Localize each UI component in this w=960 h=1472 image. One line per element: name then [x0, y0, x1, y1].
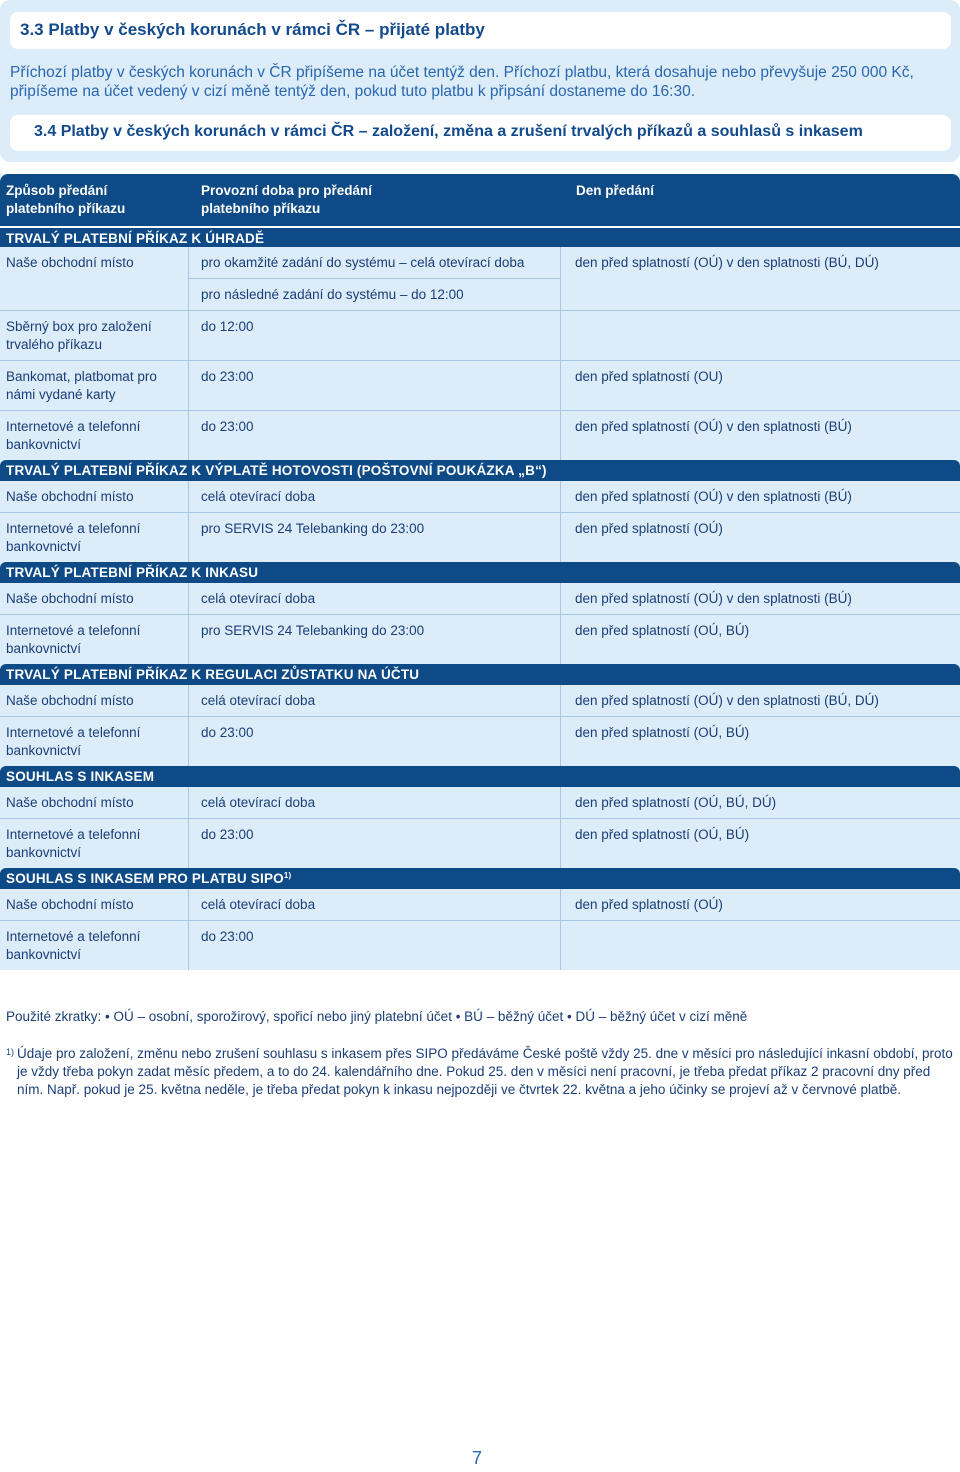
table-row [0, 717, 960, 766]
footnote-ref: 1) [283, 871, 292, 880]
day-cell: den před splatností (OÚ) [575, 897, 723, 912]
table-row [0, 819, 960, 868]
day-cell: den před splatností (OU) [575, 369, 723, 384]
method-cell: Naše obchodní místo [0, 583, 189, 614]
section-band: TRVALÝ PLATEBNÍ PŘÍKAZ K REGULACI ZŮSTATKU NA ÚČTU [0, 664, 960, 685]
method-cell: Internetové a telefonní bankovnictví [0, 615, 189, 664]
page-number: 7 [472, 1448, 483, 1468]
hours-cell: do 23:00 [189, 717, 561, 766]
abbreviations-legend: Použité zkratky: • OÚ – osobní, sporožirový, spořicí nebo jiný platební účet • BÚ – běžný účet • DÚ – běžný účet v cizí měně [6, 1009, 748, 1024]
header-hours: Provozní doba pro předání platebního příkazu [201, 183, 373, 216]
info-panel [0, 0, 960, 162]
method-cell: Internetové a telefonní bankovnictví [0, 717, 189, 766]
table-row [0, 583, 960, 615]
hours-cell: do 12:00 [189, 311, 561, 360]
hours-cell: celá otevírací doba [189, 685, 561, 716]
hours-cell: do 23:00 [189, 819, 561, 868]
table-row [0, 615, 960, 664]
hours-line: pro následné zadání do systému – do 12:00 [189, 278, 560, 310]
day-cell: den před splatností (OÚ) [575, 521, 723, 536]
section-band: TRVALÝ PLATEBNÍ PŘÍKAZ K VÝPLATĚ HOTOVOSTI (POŠTOVNÍ POUKÁZKA „B“) [0, 460, 960, 481]
hours-cell [189, 247, 561, 310]
method-cell: Naše obchodní místo [0, 481, 189, 512]
hours-cell: do 23:00 [189, 411, 561, 460]
hours-cell: celá otevírací doba [189, 481, 561, 512]
section-band: TRVALÝ PLATEBNÍ PŘÍKAZ K ÚHRADĚ [0, 226, 960, 247]
hours-line: pro okamžité zadání do systému – celá otevírací doba [201, 255, 525, 270]
day-cell [561, 921, 960, 970]
day-cell: den před splatností (OÚ) v den splatnosti (BÚ, DÚ) [575, 693, 879, 708]
footnote-mark: 1) [6, 1047, 15, 1057]
hours-cell: celá otevírací doba [189, 889, 561, 920]
day-cell: den před splatností (OÚ, BÚ) [575, 827, 750, 842]
table-row [0, 361, 960, 411]
day-cell [561, 311, 960, 360]
day-cell: den před splatností (OÚ) v den splatnosti (BÚ) [575, 489, 852, 504]
hours-cell: pro SERVIS 24 Telebanking do 23:00 [189, 513, 561, 562]
hours-cell: do 23:00 [189, 361, 561, 410]
hours-cell: celá otevírací doba [189, 583, 561, 614]
section-band [0, 868, 960, 889]
footnote-text: Údaje pro založení, změnu nebo zrušení souhlasu s inkasem přes SIPO předáváme České poště vždy 25. dne v měsíci pro následující inkasní období, proto je vždy třeba pokyn zadat měsíc předem, a to do 24. kalendářního dne. Pokud 25. den v měsíci není pracovní, je třeba předat příkaz 2 pracovní dny před ním. Např. pokud je 25. května neděle, je třeba předat pokyn k inkasu nejpozději ve čtvrtek 22. května a jeho účinky se projeví až v červnové platbě. [17, 1046, 953, 1097]
footnote [6, 1045, 956, 1099]
day-cell: den před splatností (OÚ, BÚ) [575, 623, 750, 638]
hours-cell: do 23:00 [189, 921, 561, 970]
section-3-3-text: Příchozí platby v českých korunách v ČR připíšeme na účet tentýž den. Příchozí platbu, která dosahuje nebo převyšuje 250 000 Kč, připíšeme na účet vedený v cizí měně tentýž den, pokud tuto platbu k připsání dostaneme do 16:30. [10, 64, 914, 100]
method-cell: Internetové a telefonní bankovnictví [0, 819, 189, 868]
header-method: Způsob předání platebního příkazu [6, 183, 126, 216]
table-row [0, 481, 960, 513]
table-row [0, 310, 960, 361]
table-row [0, 921, 960, 970]
method-cell: Internetové a telefonní bankovnictví [0, 411, 189, 460]
method-cell: Internetové a telefonní bankovnictví [0, 921, 189, 970]
method-cell: Internetové a telefonní bankovnictví [0, 513, 189, 562]
table-row [0, 411, 960, 460]
method-cell: Naše obchodní místo [0, 889, 189, 920]
method-cell: Naše obchodní místo [0, 787, 189, 818]
table-row [0, 787, 960, 819]
header-day: Den předání [576, 183, 655, 198]
standing-orders-table [0, 174, 960, 970]
day-cell: den před splatností (OÚ) v den splatnosti (BÚ) [575, 591, 852, 606]
method-cell: Bankomat, platbomat pro námi vydané karty [0, 361, 189, 410]
day-cell: den před splatností (OÚ, BÚ) [575, 725, 750, 740]
day-cell: den před splatností (OÚ, BÚ, DÚ) [575, 795, 777, 810]
day-cell: den před splatností (OÚ) v den splatnosti (BÚ) [575, 419, 852, 434]
table-row [0, 889, 960, 921]
section-3-3-title: 3.3 Platby v českých korunách v rámci ČR – přijaté platby [10, 12, 951, 49]
method-cell: Naše obchodní místo [0, 685, 189, 716]
hours-cell: celá otevírací doba [189, 787, 561, 818]
day-cell: den před splatností (OÚ) v den splatnosti (BÚ, DÚ) [575, 255, 879, 270]
table-row [0, 685, 960, 717]
table-row [0, 513, 960, 562]
table-row [0, 247, 960, 310]
method-cell: Naše obchodní místo [0, 247, 189, 310]
section-3-4-title: 3.4 Platby v českých korunách v rámci ČR – založení, změna a zrušení trvalých příkazů a souhlasů s inkasem [10, 115, 951, 151]
method-cell: Sběrný box pro založení trvalého příkazu [0, 311, 189, 360]
hours-cell: pro SERVIS 24 Telebanking do 23:00 [189, 615, 561, 664]
table-header [0, 174, 960, 226]
section-band: TRVALÝ PLATEBNÍ PŘÍKAZ K INKASU [0, 562, 960, 583]
section-band-label: SOUHLAS S INKASEM PRO PLATBU SIPO [6, 871, 284, 886]
section-band: SOUHLAS S INKASEM [0, 766, 960, 787]
